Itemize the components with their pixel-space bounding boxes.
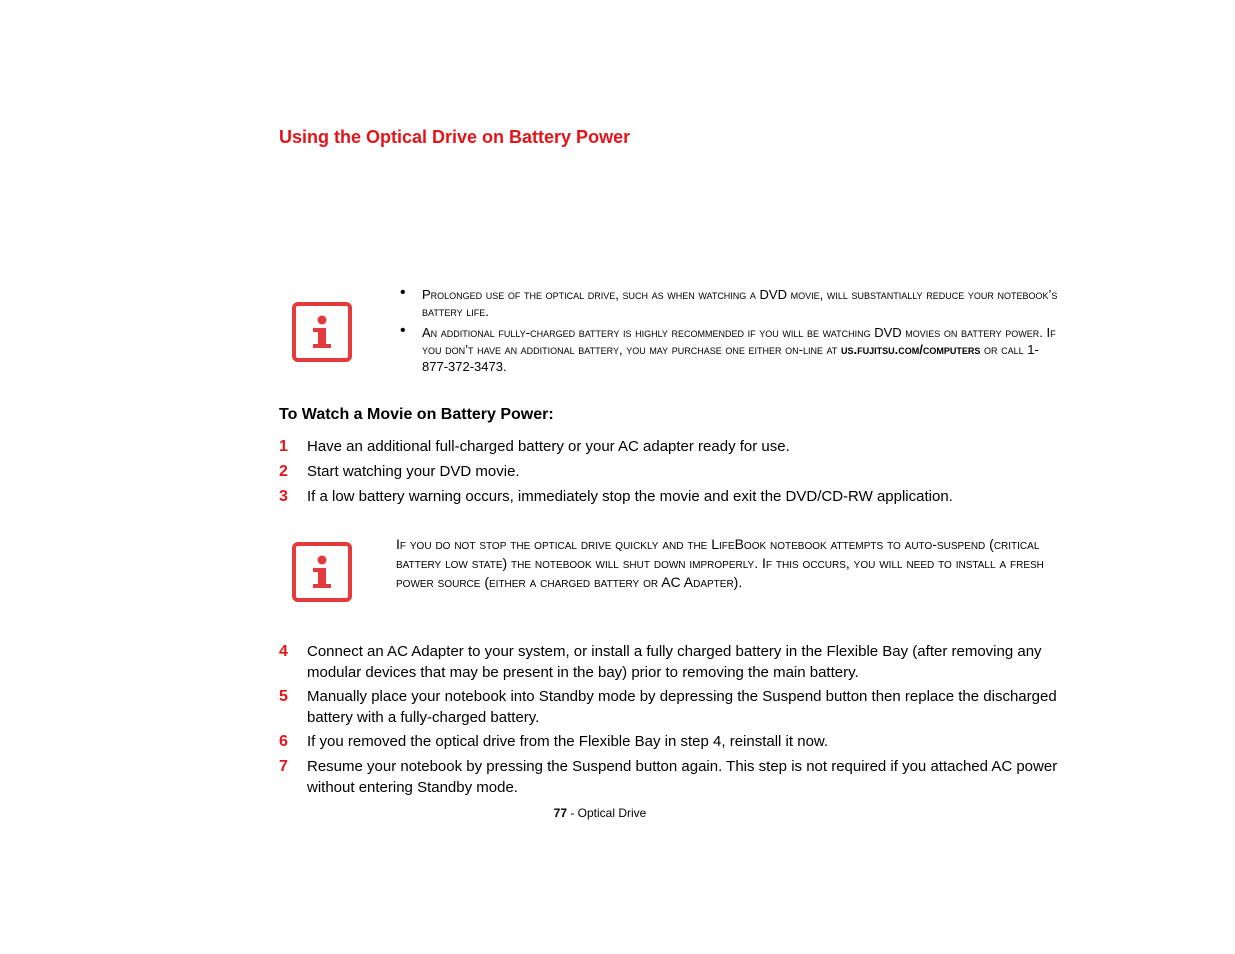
page-title: Using the Optical Drive on Battery Power <box>279 127 631 147</box>
caution-note-text: An additional fully-charged battery is highly recommended if you will be watching DVD movies on battery power. If you don’t have an additional battery, you may purchase one either on-line at <box>422 325 1056 357</box>
footer-separator: - <box>567 806 578 820</box>
bullet-dot: • <box>400 322 406 339</box>
section-subheading: To Watch a Movie on Battery Power: <box>279 406 554 423</box>
caution-note-text: Prolonged use of the optical drive, such as when watching a DVD movie, will substantially reduce your notebook’s battery life. <box>422 287 1058 319</box>
phone-number: 1-877-372-3473. <box>422 342 1039 374</box>
page-number: 77 <box>553 806 567 820</box>
step-text: If a low battery warning occurs, immediately stop the movie and exit the DVD/CD-RW application. <box>307 488 953 505</box>
step-text: Have an additional full-charged battery or your AC adapter ready for use. <box>307 438 790 455</box>
info-icon <box>292 542 352 602</box>
step-text: Start watching your DVD movie. <box>307 463 520 480</box>
step-number: 5 <box>279 688 288 705</box>
step-text: If you removed the optical drive from the Flexible Bay in step 4, reinstall it now. <box>307 733 829 750</box>
step-item <box>279 486 1069 507</box>
step-item <box>279 641 1069 683</box>
bullet-dot: • <box>400 284 406 301</box>
step-item <box>279 686 1069 728</box>
step-number: 7 <box>279 758 288 775</box>
step-text: Manually place your notebook into Standby mode by depressing the Suspend button then replace the discharged battery with a fully-charged battery. <box>307 688 1057 726</box>
fujitsu-link[interactable]: us.fujitsu.com/computers <box>841 342 981 357</box>
step-number: 3 <box>279 488 288 505</box>
step-number: 6 <box>279 733 288 750</box>
step-item <box>279 756 1069 798</box>
call-text: or call <box>980 342 1028 357</box>
step-text: Connect an AC Adapter to your system, or install a fully charged battery in the Flexible Bay (after removing any modular devices that may be present in the bay) prior to removing the main battery. <box>307 643 1042 681</box>
step-number: 2 <box>279 463 288 480</box>
footer-section: Optical Drive <box>577 806 647 820</box>
caution-bullet <box>400 286 1060 320</box>
step-item <box>279 731 1069 752</box>
step-text: Resume your notebook by pressing the Suspend button again. This step is not required if you attached AC power without entering Standby mode. <box>307 758 1058 796</box>
step-number: 1 <box>279 438 288 455</box>
page-footer <box>0 806 1200 820</box>
step-item <box>279 436 1069 457</box>
caution-notes <box>400 286 1060 379</box>
caution-text: If you do not stop the optical drive quickly and the LifeBook notebook attempts to auto-suspend (critical battery low state) the notebook will shut down improperly. If this occurs, you will need to install a fresh power source (either a charged battery or AC Adapter). <box>396 536 1044 590</box>
step-number: 4 <box>279 643 288 660</box>
caution-bullet <box>400 324 1060 375</box>
info-icon <box>292 302 352 362</box>
step-item <box>279 461 1069 482</box>
